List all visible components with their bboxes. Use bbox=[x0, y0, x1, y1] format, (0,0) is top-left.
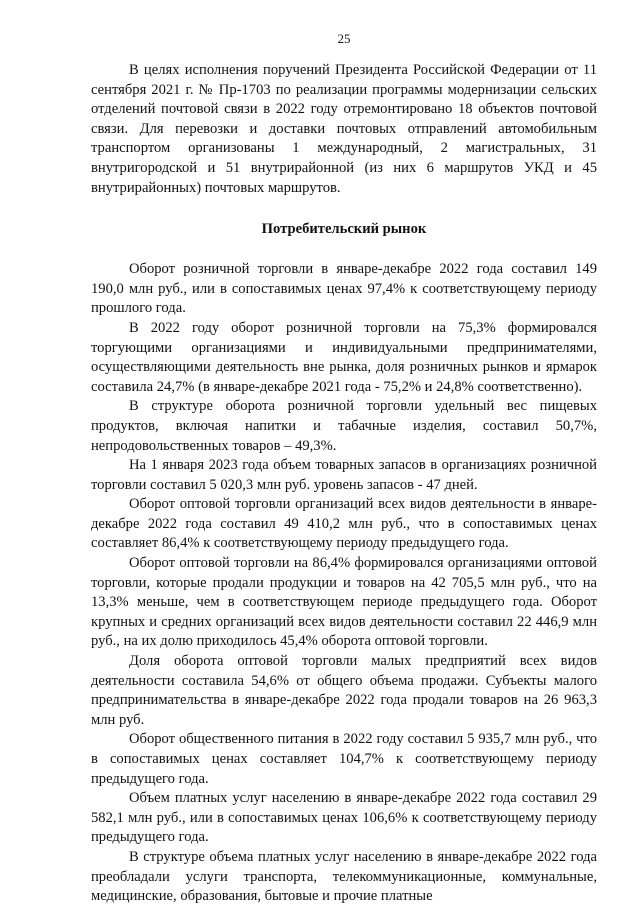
paragraph-inventory: На 1 января 2023 года объем товарных запасов в организациях розничной торговли составил 5 020,3 млн руб. уровень запасов - 47 дней. bbox=[91, 457, 597, 493]
paragraph-small-business: Доля оборота оптовой торговли малых предприятий всех видов деятельности составила 54,6% от общего объема продажи. Субъекты малого предпринимательства в январе-декабре 2022 года продали товаров на 26 963,3 млн руб. bbox=[91, 653, 597, 728]
paragraph-food-share: В структуре оборота розничной торговли удельный вес пищевых продуктов, включая напитки и табачные изделия, составил 50,7%, непродовольственных товаров – 49,3%. bbox=[91, 398, 597, 454]
paragraph-wholesale-turnover: Оборот оптовой торговли организаций всех видов деятельности в январе-декабре 2022 года составил 49 410,2 млн руб., что в сопоставимых ценах составляет 86,4% к соответствующему периоду предыдущего года. bbox=[91, 496, 597, 552]
page-number: 25 bbox=[337, 31, 351, 46]
paragraph-services-structure: В структуре объема платных услуг населению в январе-декабре 2022 года преобладали услуги транспорта, телекоммуникационные, коммунальные, медицинские, образования, бытовые и прочие платные bbox=[91, 848, 597, 905]
intro-paragraph: В целях исполнения поручений Президента Российской Федерации от 11 сентября 2021 г. № Пр-1703 по реализации программы модернизации сельских отделений почтовой связи в 2022 году отремонтировано 18 объектов почтовой связи. Для перевозки и доставки почтовых отправлений автомобильным транспортом организованы 1 международный, 2 магистральных, 31 внутригородской и 51 внутрирайонной (из них 6 маршрутов УКД и 45 внутрирайонных) почтовых маршрутов. bbox=[91, 62, 597, 196]
paragraph-retail-turnover: Оборот розничной торговли в январе-декабре 2022 года составил 149 190,0 млн руб., или в сопоставимых ценах 97,4% к соответствующему периоду прошлого года. bbox=[91, 261, 597, 317]
section-heading: Потребительский рынок bbox=[261, 221, 427, 238]
paragraph-catering: Оборот общественного питания в 2022 году составил 5 935,7 млн руб., что в сопоставимых ценах составляет 104,7% к соответствующему периоду предыдущего года. bbox=[91, 731, 597, 787]
paragraph-wholesale-organizations: Оборот оптовой торговли на 86,4% формировался организациями оптовой торговли, которые продали продукции и товаров на 42 705,5 млн руб., что на 13,3% меньше, чем в соответствующем периоде предыдущего года. Оборот крупных и средних организаций всех видов деятельности составил 22 446,9 млн руб., на их долю приходилось 45,4% оборота оптовой торговли. bbox=[91, 555, 597, 650]
paragraph-paid-services: Объем платных услуг населению в январе-декабре 2022 года составил 29 582,1 млн руб., или в сопоставимых ценах 106,6% к соответствующему периоду предыдущего года. bbox=[91, 790, 597, 846]
paragraph-retail-structure: В 2022 году оборот розничной торговли на 75,3% формировался торгующими организациями и индивидуальными предпринимателями, осуществляющими деятельность вне рынка, доля розничных рынков и ярмарок составила 24,7% (в январе-декабре 2021 года - 75,2% и 24,8% соответственно). bbox=[91, 319, 597, 395]
